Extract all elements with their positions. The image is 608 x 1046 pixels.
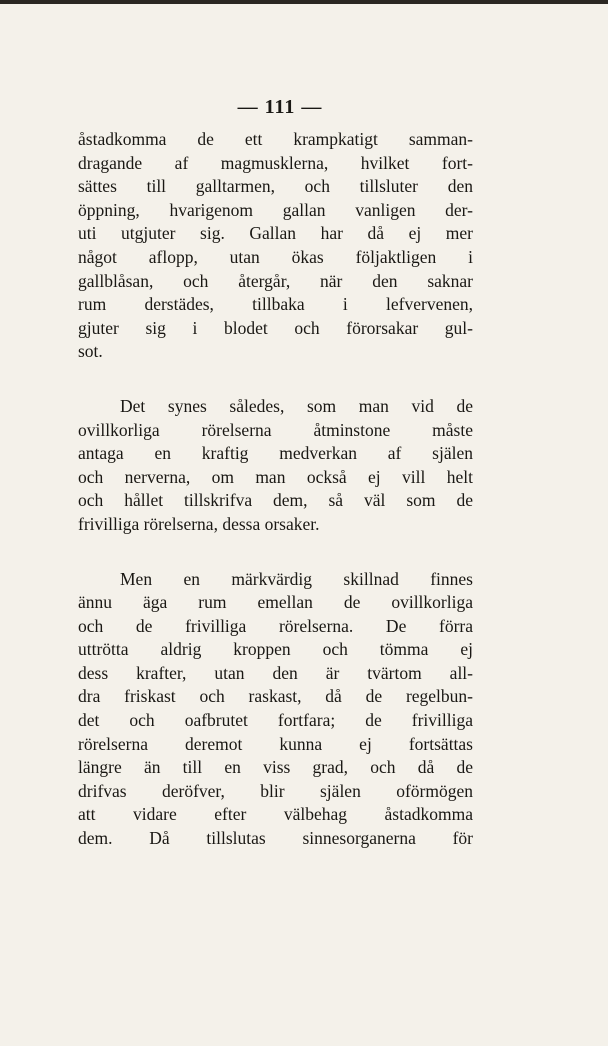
text-line: frivilliga rörelserna, dessa orsaker. (78, 513, 320, 534)
text-line: dra friskast och raskast, då de regelbun- (78, 686, 473, 707)
text-line: dragande af magmusklerna, hvilket fort- (78, 152, 473, 173)
paragraph-2 (78, 395, 473, 537)
text-line: öppning, hvarigenom gallan vanligen der- (78, 199, 473, 220)
page-number: — 111 — (237, 96, 323, 118)
text-line: ännu äga rum emellan de ovillkorliga (78, 592, 473, 613)
text-line: gjuter sig i blodet och förorsakar gul- (78, 317, 473, 338)
text-line: ovillkorliga rörelserna åtminstone måste (78, 419, 473, 440)
text-line: sättes till galltarmen, och tillsluter den (78, 176, 473, 197)
text-line: och de frivilliga rörelserna. De förra (78, 615, 473, 636)
text-line: längre än till en viss grad, och då de (78, 757, 473, 778)
text-line: att vidare efter välbehag åstadkomma (78, 804, 473, 825)
text-line: sot. (78, 341, 103, 362)
text-line: och hållet tillskrifva dem, så väl som de (78, 490, 473, 511)
text-line: dem. Då tillslutas sinnesorganerna för (78, 828, 473, 849)
text-line: rum derstädes, tillbaka i lefvervenen, (78, 294, 473, 315)
text-line: uttrötta aldrig kroppen och tömma ej (78, 639, 473, 660)
text-line: drifvas deröfver, blir själen oförmögen (78, 780, 473, 801)
text-block (78, 128, 473, 851)
paragraph-gap (78, 364, 473, 395)
text-line: Men en märkvärdig skillnad finnes (120, 568, 473, 589)
paragraph-gap (78, 537, 473, 568)
text-line: det och oafbrutet fortfara; de frivilliga (78, 710, 473, 731)
text-line: uti utgjuter sig. Gallan har då ej mer (78, 223, 473, 244)
top-rule (0, 0, 608, 4)
text-line: dess krafter, utan den är tvärtom all- (78, 662, 473, 683)
text-line: antaga en kraftig medverkan af själen (78, 443, 473, 464)
text-line: åstadkomma de ett krampkatigt samman- (78, 129, 473, 149)
text-line: gallblåsan, och återgår, när den saknar (78, 270, 473, 291)
text-line: och nerverna, om man också ej vill helt (78, 466, 473, 487)
text-line: något aflopp, utan ökas följaktligen i (78, 246, 473, 267)
text-line: Det synes således, som man vid de (120, 395, 473, 416)
text-line: rörelserna deremot kunna ej fortsättas (78, 733, 473, 754)
paragraph-3 (78, 568, 473, 851)
paragraph-1 (78, 128, 473, 364)
